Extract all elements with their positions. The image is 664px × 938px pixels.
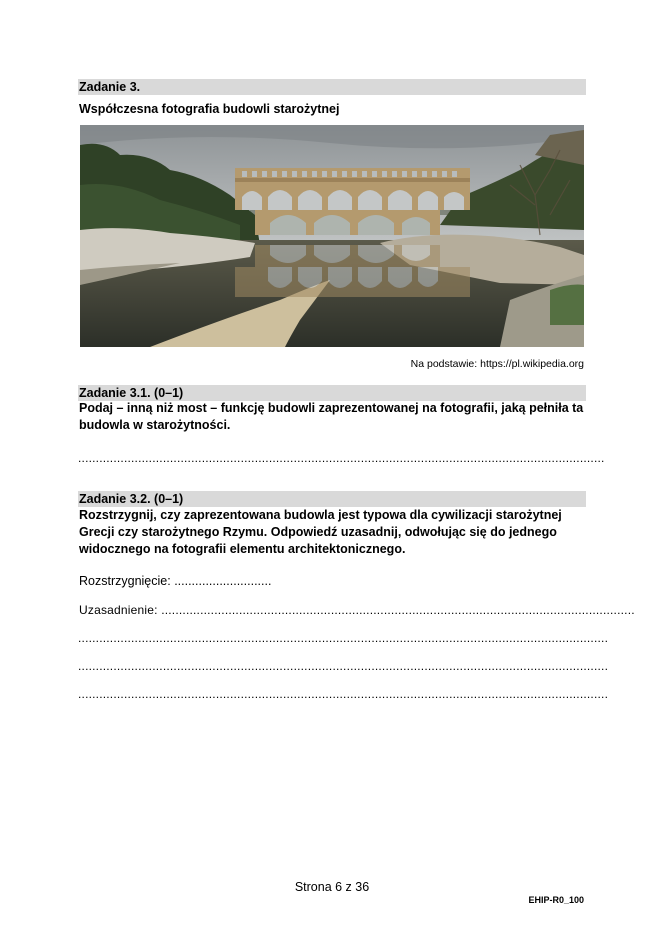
aqueduct-photo-image: [80, 125, 584, 347]
justification-answer-line[interactable]: ......................................................................................................................................: [161, 603, 635, 617]
decision-label: Rozstrzygnięcie:: [79, 574, 171, 588]
task3-heading: Zadanie 3.: [78, 79, 586, 95]
justification-extra-line-1[interactable]: ......................................................................................................................................................: [78, 631, 609, 645]
page-number: Strona 6 z 36: [294, 880, 370, 894]
decision-row: [79, 573, 271, 589]
task31-prompt-line2: budowla w starożytności.: [79, 418, 231, 432]
task3-subtitle: Współczesna fotografia budowli starożytnej: [79, 102, 340, 116]
exam-code: EHIP-R0_100: [528, 895, 584, 905]
task32-heading: Zadanie 3.2. (0–1): [78, 491, 586, 507]
justification-extra-line-3[interactable]: ......................................................................................................................................................: [78, 687, 609, 701]
task31-heading: Zadanie 3.1. (0–1): [78, 385, 586, 401]
justification-label: Uzasadnienie:: [79, 603, 158, 617]
aqueduct-photo: [80, 125, 584, 347]
justification-row: [79, 602, 635, 618]
task32-prompt-line3: widocznego na fotografii elementu architektonicznego.: [79, 542, 406, 556]
task31-answer-line[interactable]: .....................................................................................................................................................: [78, 451, 605, 465]
task31-prompt-line1: Podaj – inną niż most – funkcję budowli zaprezentowanej na fotografii, jaką pełniła ta: [79, 401, 584, 415]
task32-prompt-line2: Grecji czy starożytnego Rzymu. Odpowiedź uzasadnij, odwołując się do jednego: [79, 525, 557, 539]
justification-extra-line-2[interactable]: ......................................................................................................................................................: [78, 659, 609, 673]
task32-prompt-line1: Rozstrzygnij, czy zaprezentowana budowla jest typowa dla cywilizacji starożytnej: [79, 508, 562, 522]
decision-answer-line[interactable]: ............................: [174, 574, 272, 588]
photo-source: Na podstawie: https://pl.wikipedia.org: [410, 358, 584, 370]
